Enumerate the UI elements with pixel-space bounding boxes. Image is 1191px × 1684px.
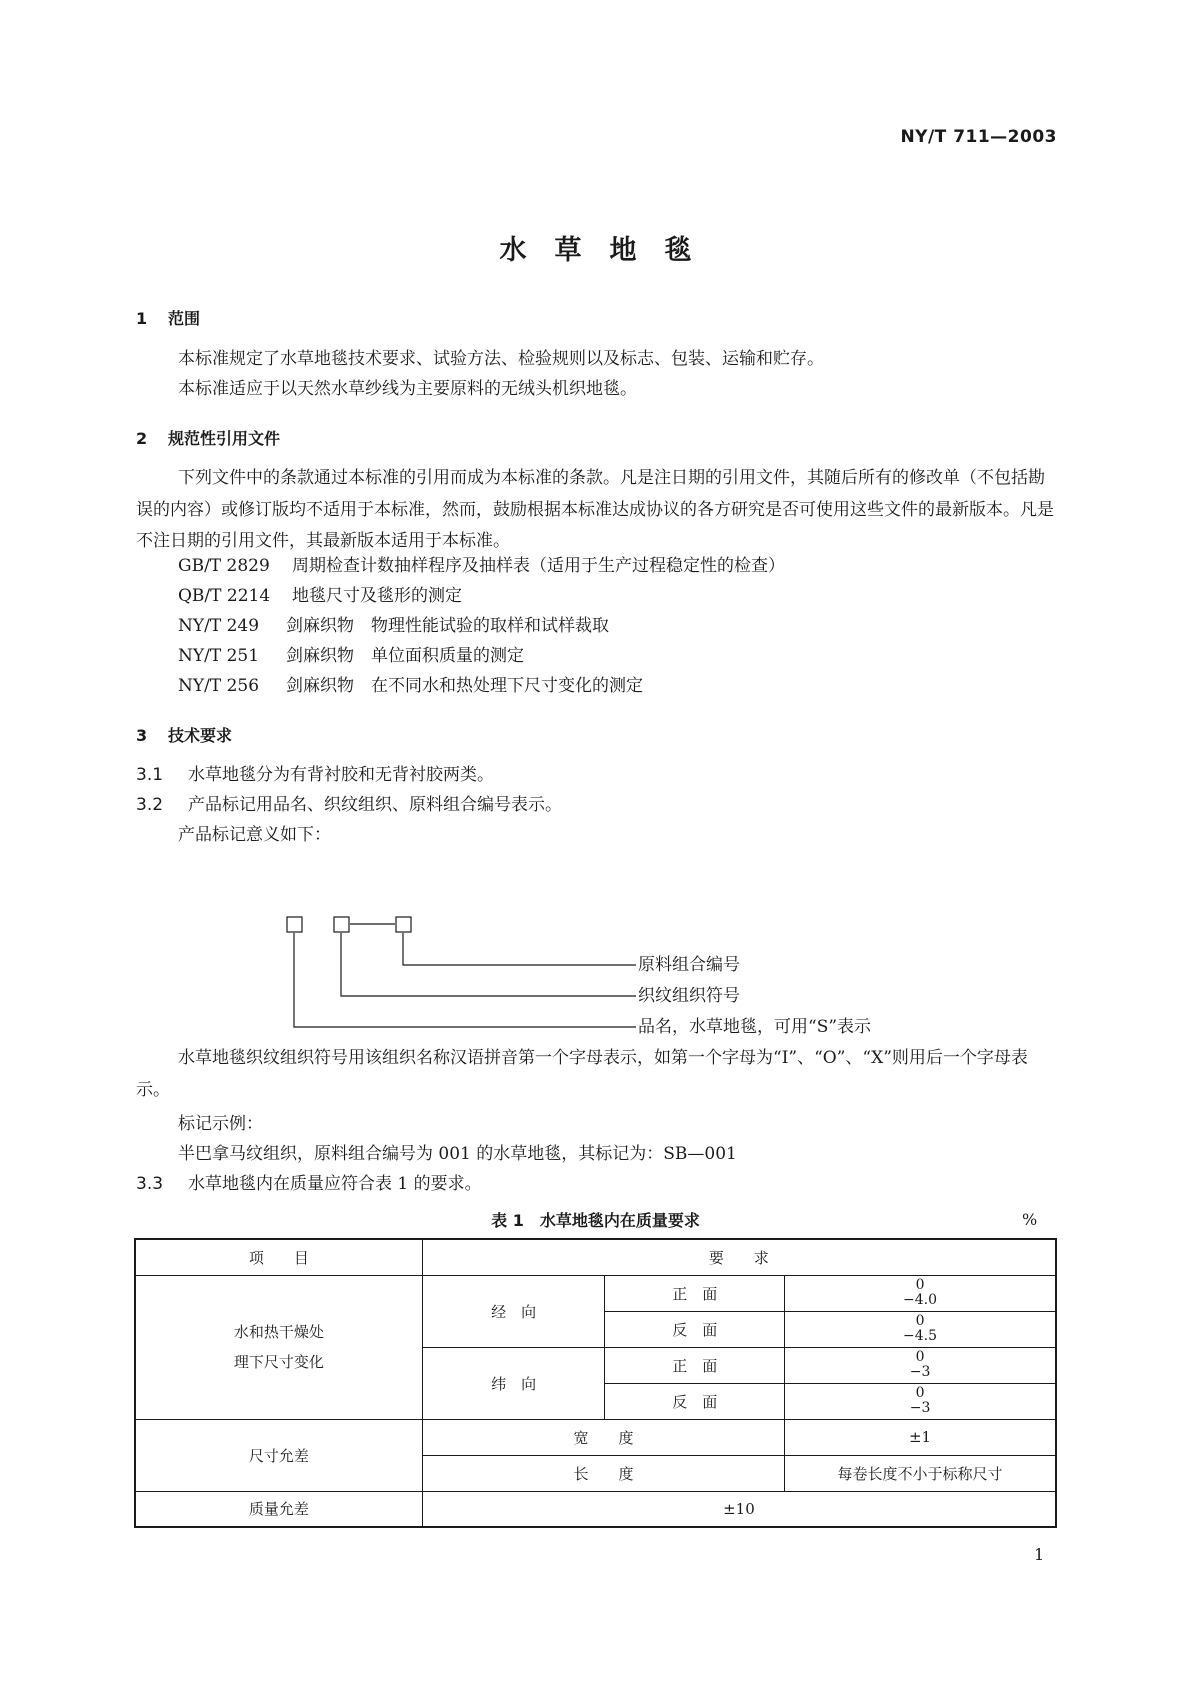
clause-text: 水草地毯分为有背衬胶和无背衬胶两类。: [188, 765, 494, 785]
diagram-label-product-name: 品名，水草地毯，可用“S”表示: [638, 1017, 872, 1037]
reference-code: NY/T 251: [178, 646, 260, 666]
clause-number: 3.1: [136, 765, 164, 785]
standard-code: NY/T 711—2003: [900, 127, 1057, 147]
table-row: [135, 1275, 1056, 1311]
clause-text: 产品标记用品名、织纹组织、原料组合编号表示。: [188, 795, 562, 815]
length-value: 每卷长度不小于标称尺寸: [785, 1455, 1056, 1491]
length-label: 长 度: [422, 1455, 784, 1491]
diagram-label-weave-code: 织纹组织符号: [638, 986, 740, 1006]
weft-direction: 纬 向: [422, 1347, 605, 1419]
scope-paragraph-1: 本标准规定了水草地毯技术要求、试验方法、检验规则以及标志、包装、运输和贮存。: [178, 349, 824, 369]
mass-tolerance-value: ±10: [422, 1491, 1056, 1527]
mass-tolerance-label: 质量允差: [135, 1491, 422, 1527]
section-title: 范围: [168, 309, 201, 328]
table-header-row: [135, 1239, 1056, 1275]
reference-code: GB/T 2829: [178, 556, 270, 576]
section-title: 技术要求: [168, 726, 233, 745]
reference-title: 周期检查计数抽样程序及抽样表（适用于生产过程稳定性的检查）: [292, 556, 785, 576]
weft-front-value: 0 −3: [785, 1347, 1056, 1383]
section-title: 规范性引用文件: [168, 429, 281, 448]
mark-intro: 产品标记意义如下：: [178, 825, 331, 845]
box-product-name: [287, 917, 302, 932]
quality-requirements-table: [134, 1238, 1057, 1528]
width-label: 宽 度: [422, 1419, 784, 1455]
box-material-code: [396, 917, 411, 932]
table-row: [135, 1491, 1056, 1527]
reference-title: 剑麻织物 物理性能试验的取样和试样裁取: [286, 616, 609, 636]
reference-code: QB/T 2214: [178, 586, 271, 606]
scope-paragraph-2: 本标准适应于以天然水草纱线为主要原料的无绒头机织地毯。: [178, 379, 637, 399]
front-side: 正 面: [605, 1275, 785, 1311]
example-title: 标记示例：: [178, 1114, 263, 1134]
clause-number: 3.3: [136, 1174, 164, 1194]
back-side: 反 面: [605, 1311, 785, 1347]
dimension-change-label: 水和热干燥处 理下尺寸变化: [135, 1275, 422, 1419]
reference-title: 剑麻织物 在不同水和热处理下尺寸变化的测定: [286, 676, 643, 696]
warp-front-value: 0 −4.0: [785, 1275, 1056, 1311]
width-value: ±1: [785, 1419, 1056, 1455]
header-requirement: 要 求: [422, 1239, 1056, 1275]
reference-code: NY/T 256: [178, 676, 260, 696]
header-item: 项 目: [135, 1239, 422, 1275]
warp-direction: 经 向: [422, 1275, 605, 1347]
size-tolerance-label: 尺寸允差: [135, 1419, 422, 1491]
diagram-label-material-code: 原料组合编号: [638, 955, 740, 975]
clause-3-3: [136, 1174, 482, 1195]
page-number: 1: [1034, 1545, 1045, 1564]
example-text: 半巴拿马纹组织，原料组合编号为 001 的水草地毯，其标记为：SB—001: [178, 1144, 737, 1164]
references-intro: 下列文件中的条款通过本标准的引用而成为本标准的条款。凡是注日期的引用文件，其随后所有的修改单（不包括勘误的内容）或修订版均不适用于本标准，然而，鼓励根据本标准达成协议的各方研究是否可使用这些文件的最新版本。凡是不注日期的引用文件，其最新版本适用于本标准。: [136, 468, 1054, 551]
reference-title: 剑麻织物 单位面积质量的测定: [286, 646, 524, 666]
table-row: [135, 1419, 1056, 1455]
clause-text: 水草地毯内在质量应符合表 1 的要求。: [188, 1174, 482, 1194]
document-title: 水草地毯: [499, 235, 720, 266]
box-weave-code: [334, 917, 349, 932]
section-number: 2: [136, 429, 148, 448]
weave-code-note: 水草地毯织纹组织符号用该组织名称汉语拼音第一个字母表示，如第一个字母为“I”、“O”、“X”则用后一个字母表示。: [136, 1048, 1028, 1100]
reference-code: NY/T 249: [178, 616, 260, 636]
weft-back-value: 0 −3: [785, 1383, 1056, 1419]
section-number: 3: [136, 726, 148, 745]
clause-number: 3.2: [136, 795, 164, 815]
table-unit: %: [1022, 1210, 1038, 1229]
back-side: 反 面: [605, 1383, 785, 1419]
leader-material-code: [403, 933, 636, 965]
leader-product-name: [294, 933, 636, 1027]
table-caption: 表 1 水草地毯内在质量要求: [491, 1211, 700, 1230]
section-number: 1: [136, 309, 148, 328]
front-side: 正 面: [605, 1347, 785, 1383]
reference-title: 地毯尺寸及毯形的测定: [292, 586, 462, 606]
warp-back-value: 0 −4.5: [785, 1311, 1056, 1347]
